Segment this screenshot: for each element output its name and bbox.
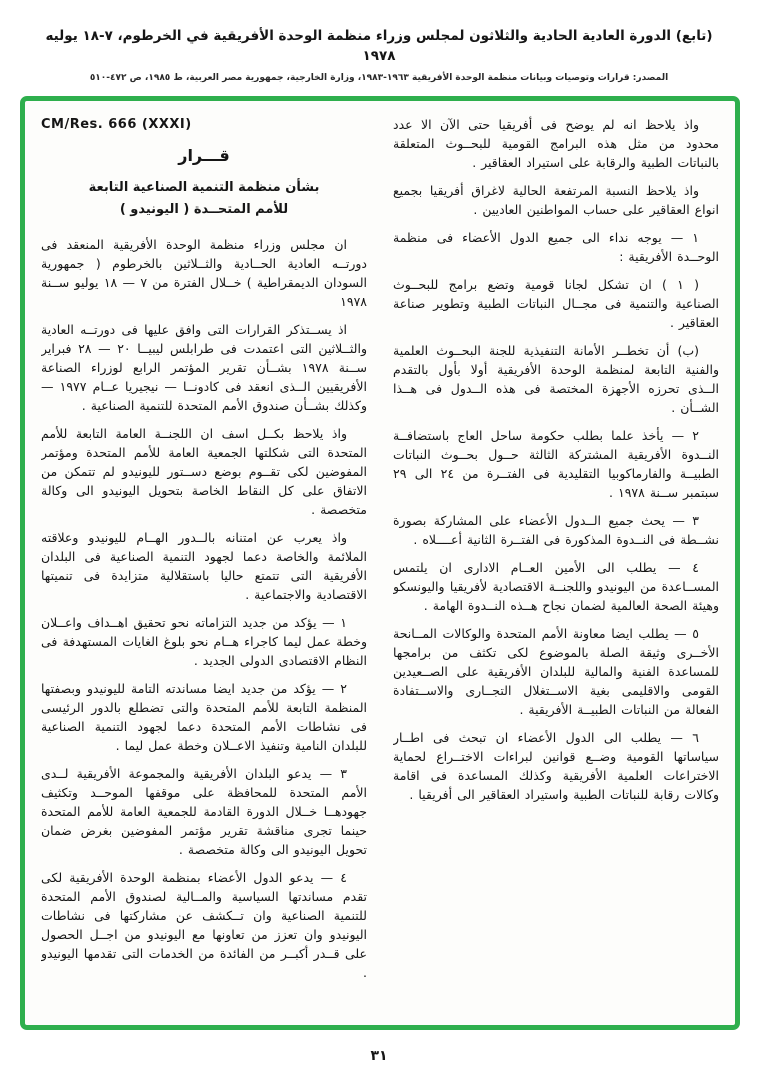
paragraph: ١ — يوجه نداء الى جميع الدول الأعضاء فى منظمة الوحــدة الأفريقية : — [393, 230, 719, 264]
paragraph: واذ يلاحظ بكــل اسف ان اللجنــة العامة التابعة للأمم المتحدة التى شكلتها الجمعية العامة للأمم المتحدة ومؤتمر المفوضين لكى تقــوم بوضع دســتور لليونيدو لم تتمكن من الاتفاق على كل النقاط الخاصة بتحويل اليونيدو الى وكالة متخصصة . — [41, 426, 367, 518]
paragraph: ٦ — يطلب الى الدول الأعضاء ان تبحث فى اطــار سياساتها القومية وضــع قوانين لبراءات الاختــراع لحماية الاختراعات العلمية الأفريقية وكذلك المساعدة فى اقامة وكالات رقابة للنباتات الطبية واستيراد العقاقير الى أفريقيا . — [393, 730, 719, 802]
page-header — [0, 0, 758, 83]
subtitle-line: للأمم المتحــدة ( اليونيدو ) — [119, 202, 289, 218]
page-number: ٣١ — [370, 1048, 388, 1064]
session-title: (تابع) الدورة العادية الحادية والثلاثون لمجلس وزراء منظمة الوحدة الأفريقية في الخرطوم، ٧-١٨ يوليه ١٩٧٨ — [45, 28, 713, 65]
paragraph: (ب) أن تخطــر الأمانة التنفيذية للجنة البحــوث العلمية والفنية التابعة لمنظمة الوحدة الأفريقية أولا بأول بالتقدم الــذى تحرزه الأجهزة المختصة فى هذه الــدول فى هــذا الشــأن . — [393, 343, 719, 415]
paragraph: ٤ — يطلب الى الأمين العــام الادارى ان يلتمس المســاعدة من اليونيدو واللجنــة الاقتصادية لأفريقيا واليونسكو وهيئة الصحة العالمية لضمان نجاح هــذه النــدوة الهامة . — [393, 560, 719, 613]
paragraph: ان مجلس وزراء منظمة الوحدة الأفريقية المنعقد فى دورتــه العادية الحــادية والثــلاثين بالخرطوم ( جمهورية السودان الديمقراطية ) خــلال الفترة من ٧ — ١٨ يوليو ســنة ١٩٧٨ — [41, 237, 367, 310]
right-column — [393, 115, 719, 1015]
paragraph: واذ يلاحظ انه لم يوضح فى أفريقيا حتى الآن الا عدد محدود من مثل هذه البرامج القومية للبحــوث المتعلقة بالنباتات الطبية والرقابة على استيراد العقاقير . — [393, 117, 719, 170]
subtitle-line: بشأن منظمة التنمية الصناعية التابعة — [88, 180, 320, 195]
resolution-reference: CM/Res. 666 (XXXI) — [41, 117, 192, 132]
green-border-frame — [20, 96, 740, 1030]
paragraph: اذ يســتذكر القرارات التى وافق عليها فى دورتــه العادية والثــلاثين التى اعتمدت فى طرابلس ليبيــا ٢٠ — ٢٨ فبراير ســنة ١٩٧٨ بشــأن تقرير المؤتمر الرابع لوزراء الصناعة الأفريقيين الــذى انعقد فى كادونــا — نيجيريا عــام ١٩٧٧ — وكذلك بشــأن صندوق الأمم المتحدة للتنمية الصناعية . — [41, 322, 367, 414]
paragraph: ( ١ ) ان تشكل لجانا قومية وتضع برامج للبحــوث الصناعية والتنمية فى مجــال النباتات الطبية وتطوير صناعة العقاقير . — [393, 277, 719, 330]
paragraph: ١ — يؤكد من جديد التزاماته نحو تحقيق اهــداف واعــلان وخطة عمل ليما كاجراء هــام نحو بلوغ الغايات المستهدفة فى النظام الاقتصادى الدولى الجديد . — [41, 615, 367, 669]
source-note: المصدر: قرارات وتوصيات وبيانات منظمة الوحدة الأفريقية ١٩٦٣-١٩٨٣، وزارة الخارجية، جمهورية مصر العربية، ط ١٩٨٥، ص ٤٧٢-٥١٠ — [89, 72, 669, 83]
right-column-paragraphs — [393, 115, 719, 804]
resolution-title: قـــرار — [178, 146, 230, 165]
paragraph: ٢ — يؤكد من جديد ايضا مساندته التامة لليونيدو وبصفتها المنظمة التابعة للأمم المتحدة والتى تضطلع بالدور الرئيسى فى نشاطات الأمم المتحدة دعما لجهود التنمية الصناعية للبلدان النامية وتنفيذ الاعــلان وخطة عمل ليما . — [41, 681, 367, 754]
paragraph: ٥ — يطلب ايضا معاونة الأمم المتحدة والوكالات المــانحة الأخــرى وثيقة الصلة بالموضوع لكى تكثف من برامجها للمساعدة الفنية والمالية للبلدان الأفريقية على الصــعيدين القومى والاقليمى بغية الاســتغلال التجــارى والاســتفادة الفعالة من النباتات الطبيــة الأفريقية . — [393, 626, 719, 717]
paragraph: ٤ — يدعو الدول الأعضاء بمنظمة الوحدة الأفريقية لكى تقدم مساندتها السياسية والمــالية لصندوق الأمم المتحدة للتنمية الصناعية وان تــكشف عن مشاركتها فى نشاطات اليونيدو وان تعزز من تعاونها مع اليونيدو من اجــل الحصول على قــدر أكبــر من الفائدة من الخدمات التى تقدمها اليونيدو . — [41, 870, 367, 981]
two-column-layout — [41, 115, 719, 1015]
resolution-subtitle — [41, 177, 367, 221]
left-column-paragraphs — [41, 235, 367, 982]
paragraph: واذ يلاحظ النسبة المرتفعة الحالية لاغراق أفريقيا بجميع انواع العقاقير على حساب المواطنين العاديين . — [393, 183, 719, 217]
paragraph: ٣ — يحث جميع الــدول الأعضاء على المشاركة بصورة نشــطة فى النــدوة المذكورة فى الفتــرة الثانية أعــــلاه . — [393, 513, 719, 547]
paragraph: واذ يعرب عن امتنانه بالــدور الهــام لليونيدو وعلاقته الملائمة والخاصة دعما لجهود التنمية الصناعية فى البلدان الأفريقية التى تتمتع حاليا باستقلالية متزايدة فى تنميتها الاقتصادية والاجتماعية . — [41, 530, 367, 603]
paragraph: ٢ — يأخذ علما بطلب حكومة ساحل العاج باستضافــة النــدوة الأفريقية المشتركة الثالثة حــول بحــوث النباتات الطبيــة والفارماكوبيا التقليدية فى الفتــرة من ٢٤ الى ٢٩ سبتمبر ســنة ١٩٧٨ . — [393, 428, 719, 500]
paragraph: ٣ — يدعو البلدان الأفريقية والمجموعة الأفريقية لــدى الأمم المتحدة للمحافظة على موقفها الموحــد وتكثيف جهودهــا خــلال الدورة القادمة للجمعية العامة للأمم المتحدة حينما تجرى مناقشة تقرير مؤتمر المفوضين بغرض ضمان تحويل اليونيدو الى وكالة متخصصة . — [41, 766, 367, 858]
left-column — [41, 115, 367, 1015]
